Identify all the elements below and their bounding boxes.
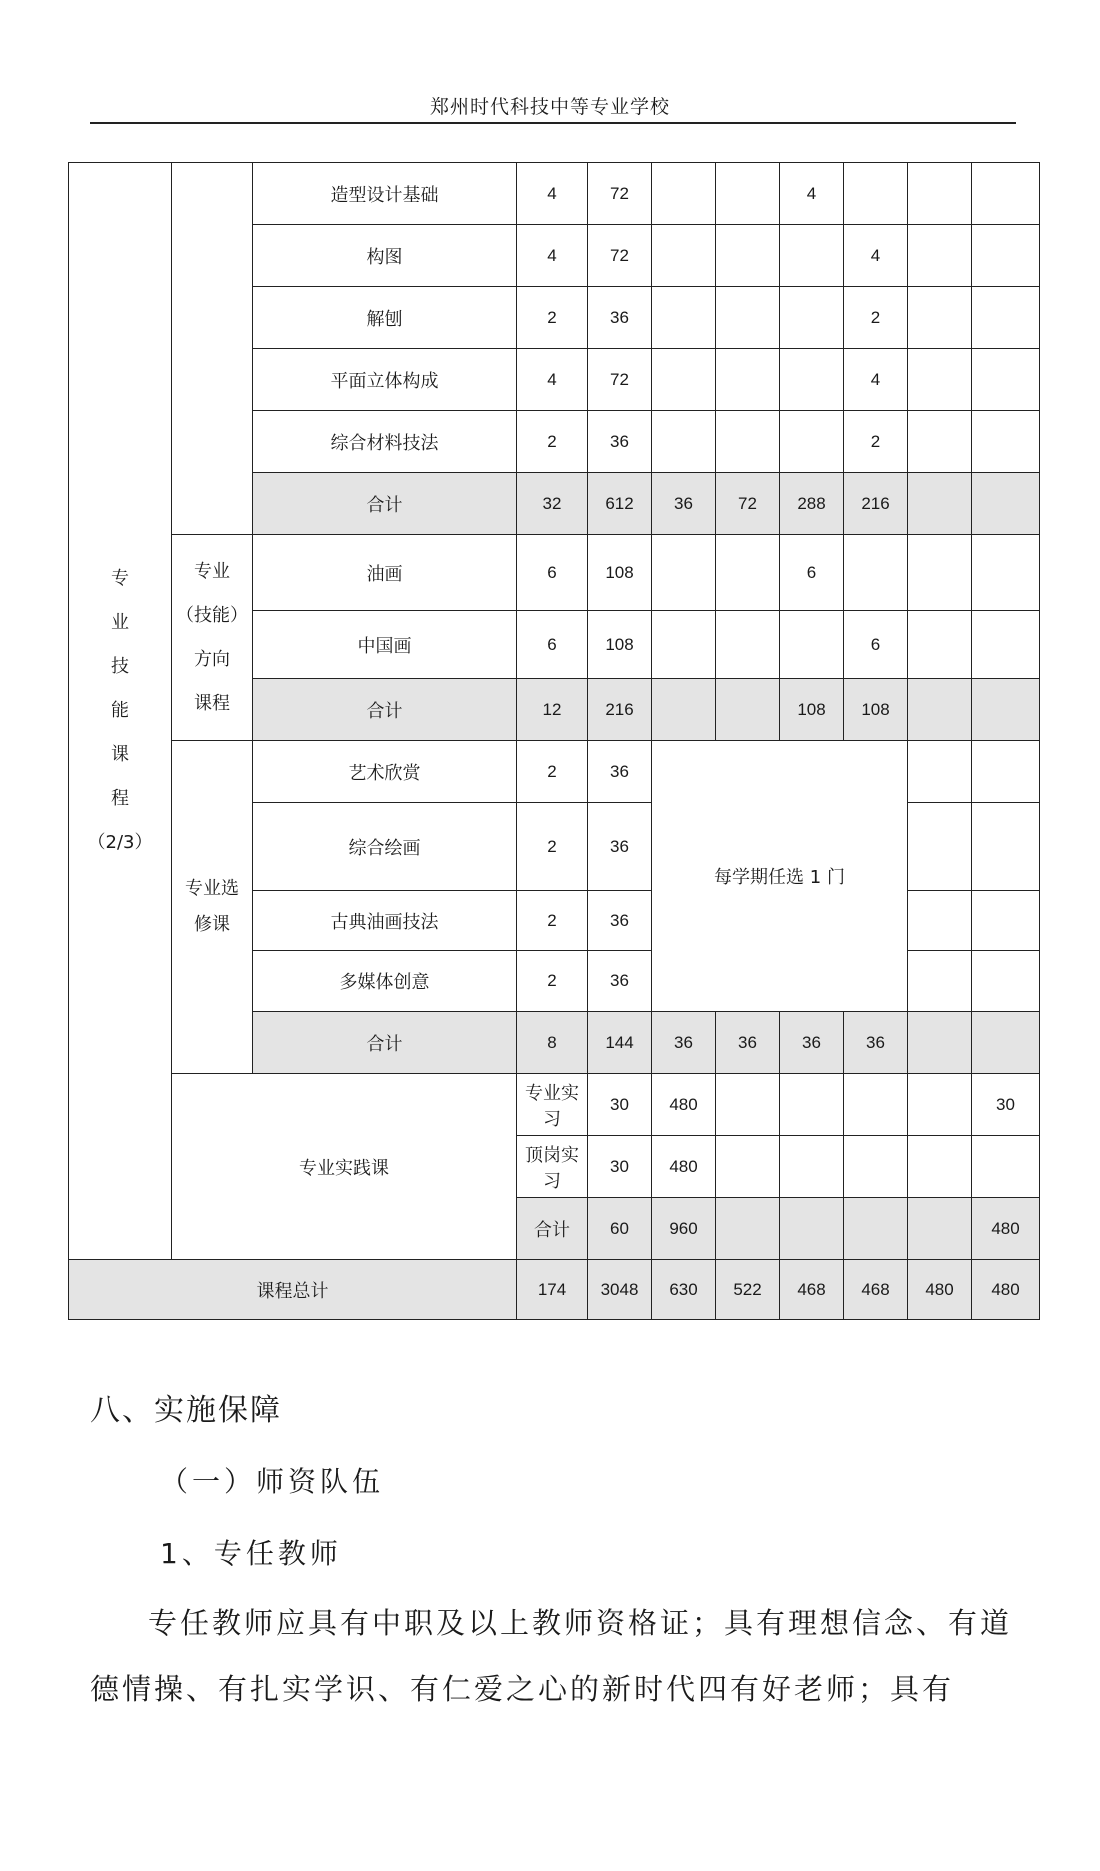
semester-cell xyxy=(972,225,1040,287)
credits-cell: 4 xyxy=(517,349,588,411)
semester-cell xyxy=(972,1012,1040,1074)
course-name: 解刨 xyxy=(253,287,517,349)
semester-cell xyxy=(908,225,972,287)
semester-cell: 108 xyxy=(844,679,908,741)
course-name: 专业实习 xyxy=(517,1074,588,1136)
elective-note: 每学期任选 1 门 xyxy=(652,741,908,1012)
semester-cell xyxy=(652,349,716,411)
semester-cell xyxy=(972,163,1040,225)
hours-cell: 72 xyxy=(588,225,652,287)
credits-cell: 30 xyxy=(588,1136,652,1198)
semester-cell xyxy=(652,611,716,679)
course-name: 综合绘画 xyxy=(253,803,517,891)
subtotal-label: 合计 xyxy=(253,679,517,741)
semester-cell: 36 xyxy=(780,1012,844,1074)
subsection-heading-fulltime-teachers: 1、专任教师 xyxy=(160,1537,342,1570)
semester-cell: 522 xyxy=(716,1260,780,1320)
semester-cell xyxy=(908,679,972,741)
course-name: 艺术欣赏 xyxy=(253,741,517,803)
semester-cell: 36 xyxy=(844,1012,908,1074)
semester-cell xyxy=(844,1198,908,1260)
course-name: 中国画 xyxy=(253,611,517,679)
semester-cell: 468 xyxy=(780,1260,844,1320)
semester-cell xyxy=(972,803,1040,891)
semester-cell xyxy=(716,535,780,611)
semester-cell xyxy=(780,1198,844,1260)
grand-total-row xyxy=(69,1260,1040,1320)
hours-cell: 144 xyxy=(588,1012,652,1074)
subcategory-direction-courses: 专业 （技能） 方向 课程 xyxy=(172,535,253,741)
semester-cell: 468 xyxy=(844,1260,908,1320)
credits-cell: 2 xyxy=(517,411,588,473)
semester-cell xyxy=(716,163,780,225)
hours-cell: 36 xyxy=(588,951,652,1012)
subcategory-blank xyxy=(172,163,253,535)
semester-cell xyxy=(844,163,908,225)
semester-cell xyxy=(908,473,972,535)
semester-cell xyxy=(716,1198,780,1260)
hours-cell: 108 xyxy=(588,611,652,679)
credits-cell: 32 xyxy=(517,473,588,535)
semester-cell xyxy=(908,951,972,1012)
credits-cell: 6 xyxy=(517,611,588,679)
category-practice-courses: 专业实践课 xyxy=(172,1074,517,1260)
semester-cell xyxy=(972,891,1040,951)
semester-cell xyxy=(780,411,844,473)
semester-cell xyxy=(780,1074,844,1136)
semester-cell xyxy=(908,1136,972,1198)
hours-cell: 72 xyxy=(588,163,652,225)
semester-cell xyxy=(972,349,1040,411)
semester-cell: 72 xyxy=(716,473,780,535)
semester-cell: 36 xyxy=(716,1012,780,1074)
semester-cell: 108 xyxy=(780,679,844,741)
semester-cell xyxy=(716,679,780,741)
semester-cell: 36 xyxy=(652,1012,716,1074)
semester-cell xyxy=(972,679,1040,741)
semester-cell xyxy=(972,611,1040,679)
course-name: 构图 xyxy=(253,225,517,287)
credits-cell: 4 xyxy=(517,225,588,287)
semester-cell xyxy=(844,1136,908,1198)
semester-cell: 4 xyxy=(844,349,908,411)
semester-cell xyxy=(716,349,780,411)
hours-cell: 108 xyxy=(588,535,652,611)
semester-cell xyxy=(844,1074,908,1136)
hours-cell: 216 xyxy=(588,679,652,741)
credits-cell: 2 xyxy=(517,951,588,1012)
semester-cell xyxy=(652,535,716,611)
credits-cell: 60 xyxy=(588,1198,652,1260)
semester-cell: 4 xyxy=(844,225,908,287)
semester-cell xyxy=(652,287,716,349)
semester-cell: 6 xyxy=(780,535,844,611)
semester-cell xyxy=(716,225,780,287)
semester-cell xyxy=(972,951,1040,1012)
course-name: 油画 xyxy=(253,535,517,611)
section-heading-8: 八、实施保障 xyxy=(90,1393,282,1428)
curriculum-table xyxy=(68,162,1040,1320)
semester-cell xyxy=(908,1012,972,1074)
semester-cell: 216 xyxy=(844,473,908,535)
table-row xyxy=(69,741,1040,803)
subtotal-label: 合计 xyxy=(253,1012,517,1074)
credits-cell: 2 xyxy=(517,803,588,891)
semester-cell xyxy=(780,349,844,411)
credits-cell: 2 xyxy=(517,741,588,803)
semester-cell xyxy=(908,163,972,225)
semester-cell xyxy=(972,1136,1040,1198)
semester-cell xyxy=(652,679,716,741)
subtotal-label: 合计 xyxy=(517,1198,588,1260)
semester-cell xyxy=(652,411,716,473)
semester-cell xyxy=(716,411,780,473)
paragraph-fulltime-teachers: 专任教师应具有中职及以上教师资格证；具有理想信念、有道德情操、有扎实学识、有仁爱之心的新时代四有好老师；具有 xyxy=(90,1606,1013,1706)
semester-cell xyxy=(908,803,972,891)
table-row xyxy=(69,535,1040,611)
semester-cell xyxy=(844,535,908,611)
semester-cell: 480 xyxy=(908,1260,972,1320)
semester-cell xyxy=(908,411,972,473)
credits-cell: 30 xyxy=(588,1074,652,1136)
hours-cell: 36 xyxy=(588,287,652,349)
hours-cell: 960 xyxy=(652,1198,716,1260)
table-row xyxy=(69,163,1040,225)
semester-cell xyxy=(972,411,1040,473)
semester-cell: 480 xyxy=(972,1198,1040,1260)
hours-cell: 36 xyxy=(588,803,652,891)
credits-cell: 12 xyxy=(517,679,588,741)
semester-cell: 4 xyxy=(780,163,844,225)
semester-cell: 30 xyxy=(972,1074,1040,1136)
page-header-title: 郑州时代科技中等专业学校 xyxy=(429,96,670,118)
semester-cell xyxy=(652,225,716,287)
semester-cell xyxy=(908,1198,972,1260)
semester-cell: 630 xyxy=(652,1260,716,1320)
course-name: 综合材料技法 xyxy=(253,411,517,473)
semester-cell xyxy=(780,225,844,287)
semester-cell xyxy=(780,1136,844,1198)
semester-cell xyxy=(972,287,1040,349)
hours-cell: 480 xyxy=(652,1136,716,1198)
credits-cell: 2 xyxy=(517,287,588,349)
hours-cell: 612 xyxy=(588,473,652,535)
semester-cell: 2 xyxy=(844,287,908,349)
hours-cell: 3048 xyxy=(588,1260,652,1320)
semester-cell xyxy=(908,349,972,411)
semester-cell xyxy=(972,473,1040,535)
semester-cell xyxy=(716,287,780,349)
hours-cell: 36 xyxy=(588,411,652,473)
semester-cell xyxy=(908,1074,972,1136)
subsection-heading-teachers: （一）师资队伍 xyxy=(160,1465,385,1498)
semester-cell: 288 xyxy=(780,473,844,535)
semester-cell xyxy=(908,287,972,349)
header-rule xyxy=(90,122,1016,124)
hours-cell: 72 xyxy=(588,349,652,411)
semester-cell xyxy=(652,163,716,225)
credits-cell: 174 xyxy=(517,1260,588,1320)
course-name: 古典油画技法 xyxy=(253,891,517,951)
table-row xyxy=(69,1074,1040,1136)
semester-cell: 480 xyxy=(972,1260,1040,1320)
course-name: 顶岗实习 xyxy=(517,1136,588,1198)
semester-cell xyxy=(908,611,972,679)
semester-cell: 6 xyxy=(844,611,908,679)
credits-cell: 4 xyxy=(517,163,588,225)
credits-cell: 6 xyxy=(517,535,588,611)
subtotal-label: 合计 xyxy=(253,473,517,535)
semester-cell xyxy=(972,535,1040,611)
course-name: 造型设计基础 xyxy=(253,163,517,225)
credits-cell: 2 xyxy=(517,891,588,951)
hours-cell: 480 xyxy=(652,1074,716,1136)
course-name: 多媒体创意 xyxy=(253,951,517,1012)
semester-cell xyxy=(716,1074,780,1136)
course-name: 平面立体构成 xyxy=(253,349,517,411)
semester-cell xyxy=(716,611,780,679)
subcategory-elective-courses: 专业选 修课 xyxy=(172,741,253,1074)
semester-cell: 2 xyxy=(844,411,908,473)
hours-cell: 36 xyxy=(588,741,652,803)
semester-cell: 36 xyxy=(652,473,716,535)
semester-cell xyxy=(780,287,844,349)
semester-cell xyxy=(908,535,972,611)
semester-cell xyxy=(972,741,1040,803)
semester-cell xyxy=(780,611,844,679)
hours-cell: 36 xyxy=(588,891,652,951)
semester-cell xyxy=(908,891,972,951)
credits-cell: 8 xyxy=(517,1012,588,1074)
semester-cell xyxy=(908,741,972,803)
semester-cell xyxy=(716,1136,780,1198)
category-skills-courses: 专 业 技 能 课 程 （2/3） xyxy=(69,163,172,1260)
grand-total-label: 课程总计 xyxy=(69,1260,517,1320)
